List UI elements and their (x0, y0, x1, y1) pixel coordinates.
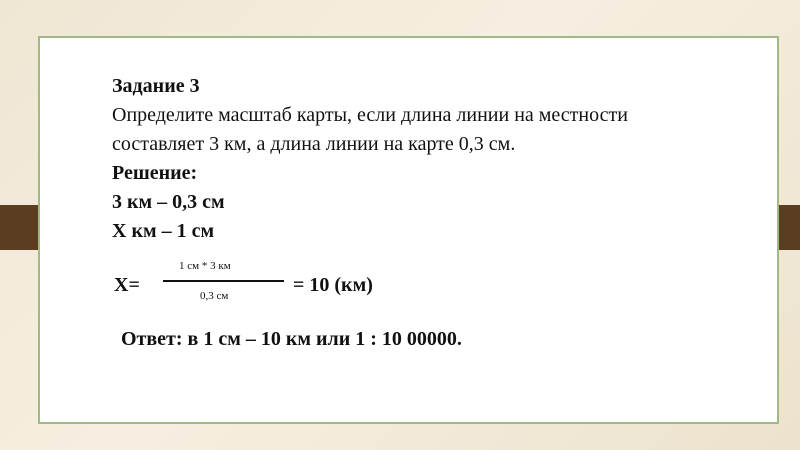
question-line-1: Определите масштаб карты, если длина линии на местности (112, 104, 628, 126)
solution-step-1: 3 км – 0,3 см (112, 191, 225, 213)
formula (114, 262, 514, 322)
fraction-line (163, 280, 284, 282)
formula-denominator: 0,3 см (200, 290, 229, 302)
task-title: Задание 3 (112, 75, 200, 97)
formula-result: = 10 (км) (293, 274, 373, 296)
task-text-block (112, 72, 628, 246)
answer-text: Ответ: в 1 см – 10 км или 1 : 10 00000. (121, 328, 462, 350)
slide-panel (38, 36, 779, 424)
question-line-2: составляет 3 км, а длина линии на карте 0,3 см. (112, 133, 516, 155)
solution-label: Решение: (112, 162, 198, 184)
solution-step-2: Х км – 1 см (112, 220, 215, 242)
formula-numerator: 1 см * 3 км (179, 260, 231, 272)
formula-lhs: Х= (114, 274, 140, 296)
